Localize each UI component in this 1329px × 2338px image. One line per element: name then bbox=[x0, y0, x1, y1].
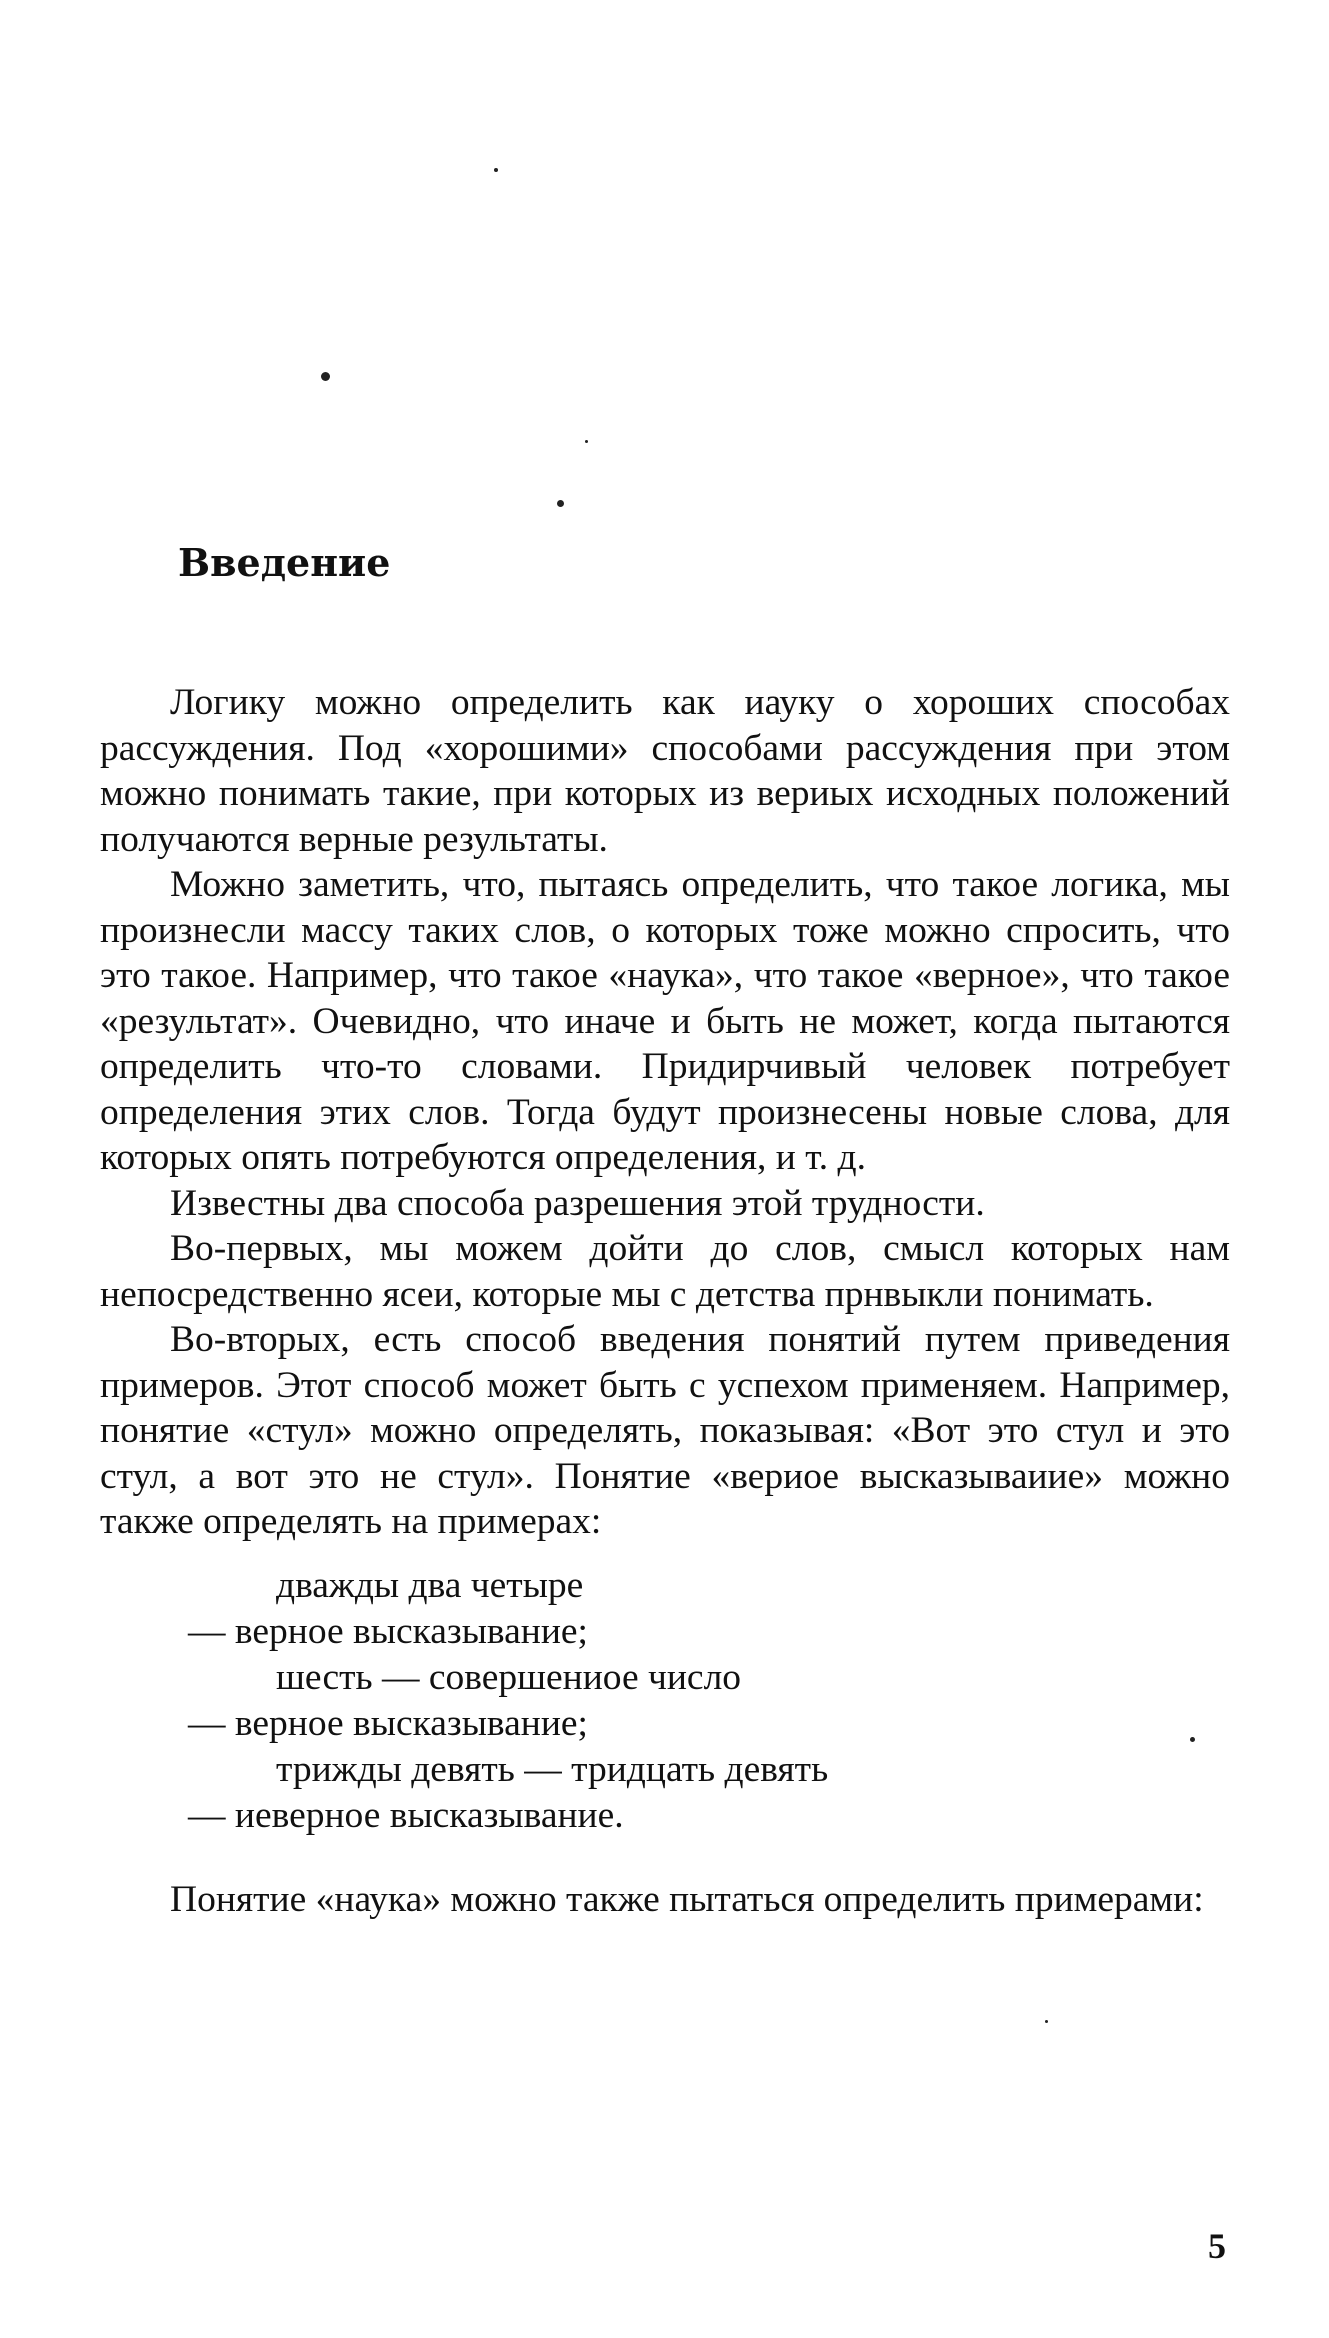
examples-list bbox=[100, 1563, 1230, 1839]
scan-speck bbox=[1190, 1737, 1195, 1742]
scan-speck bbox=[557, 500, 564, 507]
body-text bbox=[100, 680, 1230, 1922]
page-number: 5 bbox=[1208, 2226, 1226, 2266]
paragraph: Известны два способа разрешения этой трудности. bbox=[170, 1182, 985, 1224]
example-statement: трижды девять — тридцать девять bbox=[276, 1748, 829, 1790]
paragraph: Во-вторых, есть способ введения понятий путем приведения примеров. Этот способ может быть с успехом применяем. Например, понятие «стул» можно определять, показывая: «Вот это стул и это стул, а вот это не стул». Понятие «вериое высказываиие» можно также определять на примерах: bbox=[100, 1319, 1230, 1542]
section-heading: Введение bbox=[178, 540, 391, 585]
book-page bbox=[100, 0, 1230, 2338]
scan-speck bbox=[1045, 2020, 1048, 2023]
example-verdict: — верное высказывание; bbox=[188, 1610, 588, 1652]
scan-speck bbox=[321, 372, 330, 381]
scan-speck bbox=[494, 168, 498, 172]
paragraph: Логику можно определить как иауку о хороших способах рассуждения. Под «хорошими» способами рассуждения при этом можно понимать такие, при которых из вериых исходных положений получаются верные результаты. bbox=[100, 682, 1230, 860]
scan-speck bbox=[585, 440, 588, 443]
paragraph: Можно заметить, что, пытаясь определить, что такое логика, мы произнесли массу таких слов, о которых тоже можно спросить, что это такое. Например, что такое «наука», что такое «верное», что такое «результат». Очевидно, что иначе и быть не может, когда пытаются определить что-то словами. Придирчивый человек потребует определения этих слов. Тогда будут произнесены новые слова, для которых опять потребуются определения, и т. д. bbox=[100, 864, 1230, 1178]
example-statement: шесть — совершениое число bbox=[276, 1656, 742, 1698]
example-verdict: — верное высказывание; bbox=[188, 1702, 588, 1744]
example-verdict: — иеверное высказывание. bbox=[188, 1794, 624, 1836]
closing-paragraph: Понятие «наука» можно также пытаться определить примерами: bbox=[170, 1878, 1204, 1920]
paragraph: Во-первых, мы можем дойти до слов, смысл которых нам непосредственно ясеи, которые мы с детства прнвыкли понимать. bbox=[100, 1228, 1230, 1315]
example-statement: дважды два четыре bbox=[276, 1564, 584, 1606]
